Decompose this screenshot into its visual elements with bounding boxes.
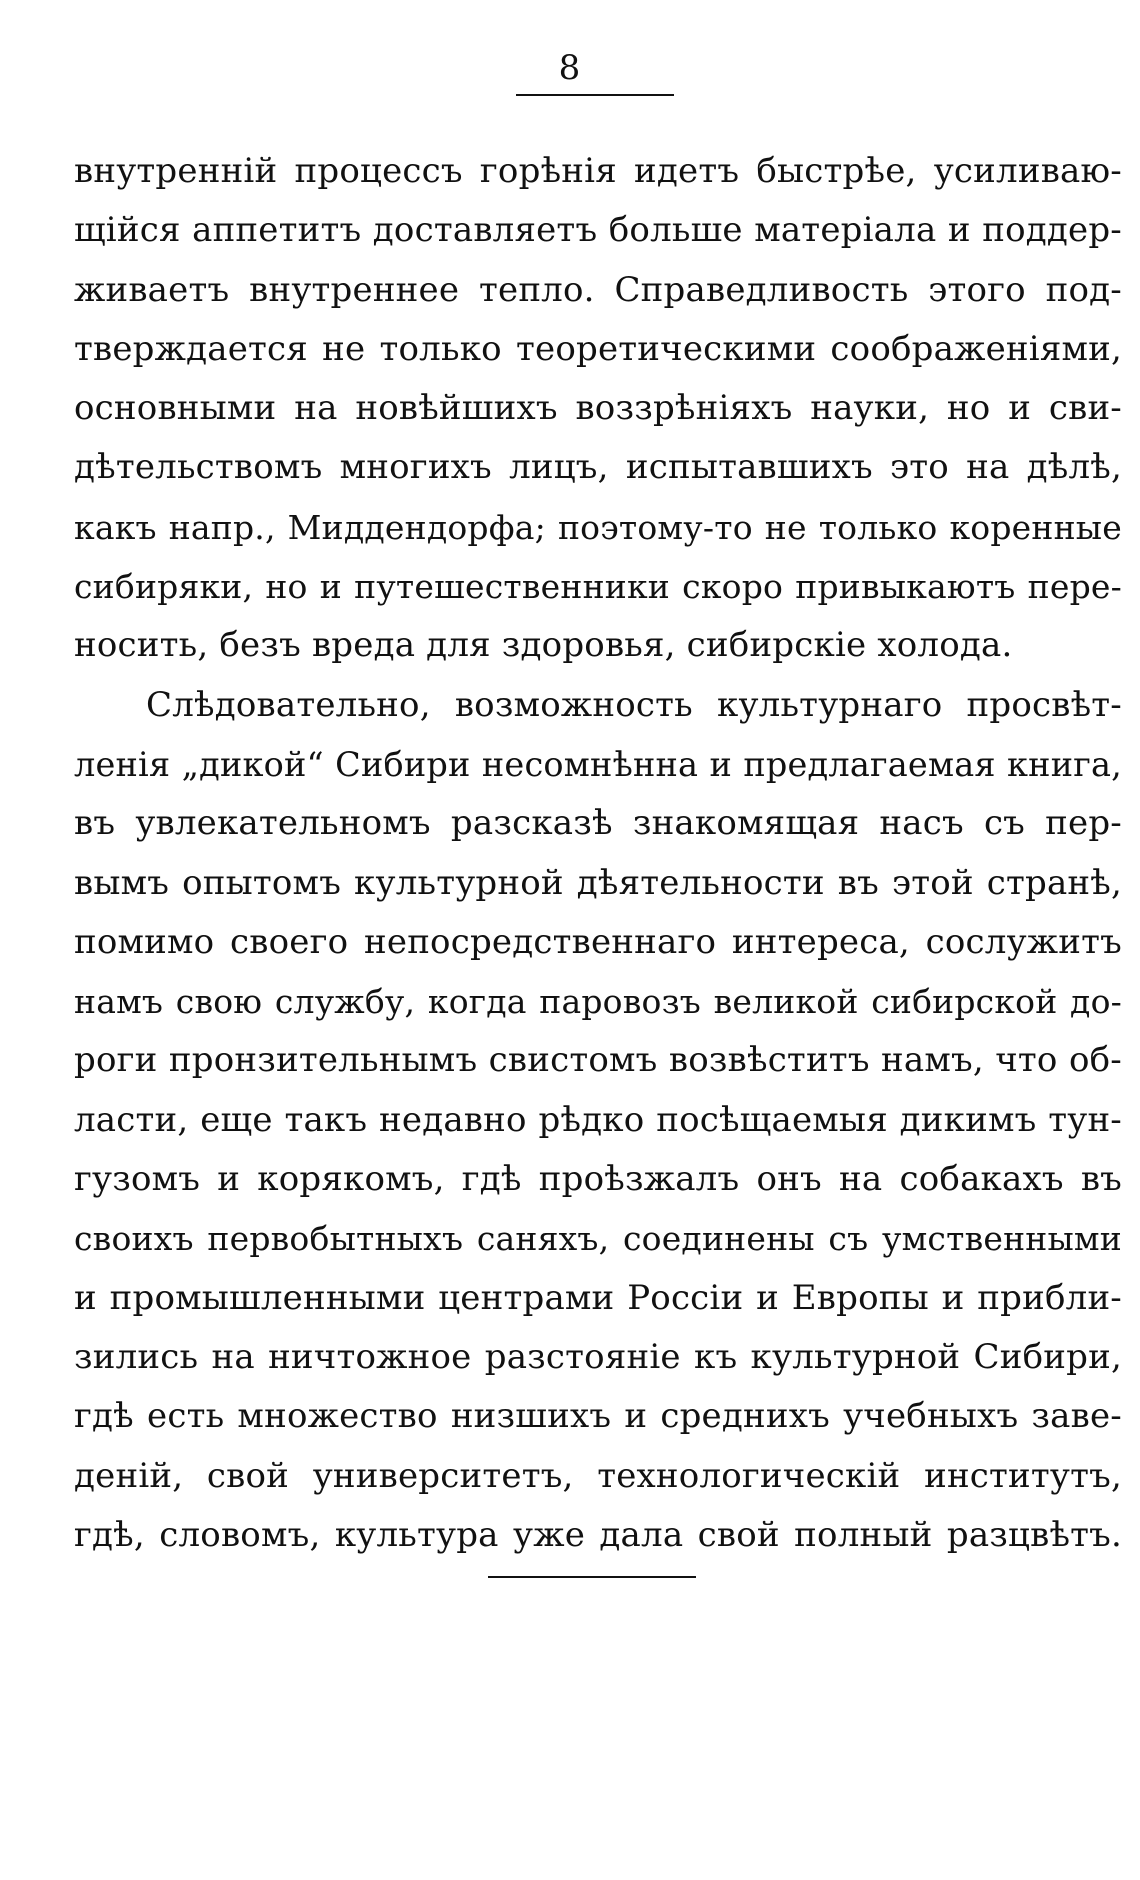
text-line: гузомъ и корякомъ, гдѣ проѣзжалъ онъ на собакахъ въ xyxy=(74,1159,1122,1200)
text-line: своихъ первобытныхъ саняхъ, соединены съ умственными xyxy=(74,1219,1122,1259)
text-line: Слѣдовательно, возможность культурнаго просвѣт- xyxy=(146,684,1122,725)
text-line: щійся аппетитъ доставляетъ больше матеріала и поддер- xyxy=(74,210,1122,251)
text-line: живаетъ внутреннее тепло. Справедливость этого под- xyxy=(74,269,1122,310)
header-rule xyxy=(516,94,674,96)
text-line: внутренній процессъ горѣнія идетъ быстрѣе, усиливаю- xyxy=(74,151,1122,191)
text-line: гдѣ, словомъ, культура уже дала свой полный разцвѣтъ. xyxy=(74,1514,1122,1555)
text-line: зились на ничтожное разстояніе къ культурной Сибири, xyxy=(74,1336,1122,1377)
text-line: и промышленными центрами Россіи и Европы и прибли- xyxy=(74,1277,1122,1318)
text-line: дѣтельствомъ многихъ лицъ, испытавшихъ это на дѣлѣ, xyxy=(74,447,1122,488)
text-line: вымъ опытомъ культурной дѣятельности въ этой странѣ, xyxy=(74,862,1122,903)
text-line: ласти, еще такъ недавно рѣдко посѣщаемыя дикимъ тун- xyxy=(74,1099,1122,1140)
paragraph xyxy=(74,142,1122,676)
text-line: роги пронзительнымъ свистомъ возвѣститъ намъ, что об- xyxy=(74,1040,1122,1081)
text-line: намъ свою службу, когда паровозъ великой сибирской до- xyxy=(74,982,1122,1022)
page-number: 8 xyxy=(558,48,582,88)
text-line: въ увлекательномъ разсказѣ знакомящая насъ съ пер- xyxy=(74,803,1122,844)
body-text xyxy=(74,142,1122,1565)
text-line: ленія „дикой“ Сибири несомнѣнна и предлагаемая книга, xyxy=(74,744,1122,784)
text-line: гдѣ есть множество низшихъ и среднихъ учебныхъ заве- xyxy=(74,1396,1122,1437)
footer-rule xyxy=(488,1576,696,1578)
paragraph xyxy=(74,676,1122,1565)
text-line: какъ напр., Миддендорфа; поэтому-то не только коренные xyxy=(74,507,1122,547)
text-line: помимо своего непосредственнаго интереса, сослужитъ xyxy=(74,921,1122,962)
text-line: тверждается не только теоретическими соображеніями, xyxy=(74,328,1122,369)
text-line: носить, безъ вреда для здоровья, сибирскіе холода. xyxy=(74,625,1013,666)
text-line: основными на новѣйшихъ воззрѣніяхъ науки, но и сви- xyxy=(74,388,1122,429)
text-line: деній, свой университетъ, технологическій институтъ, xyxy=(74,1455,1122,1496)
text-line: сибиряки, но и путешественники скоро привыкаютъ пере- xyxy=(74,567,1122,607)
